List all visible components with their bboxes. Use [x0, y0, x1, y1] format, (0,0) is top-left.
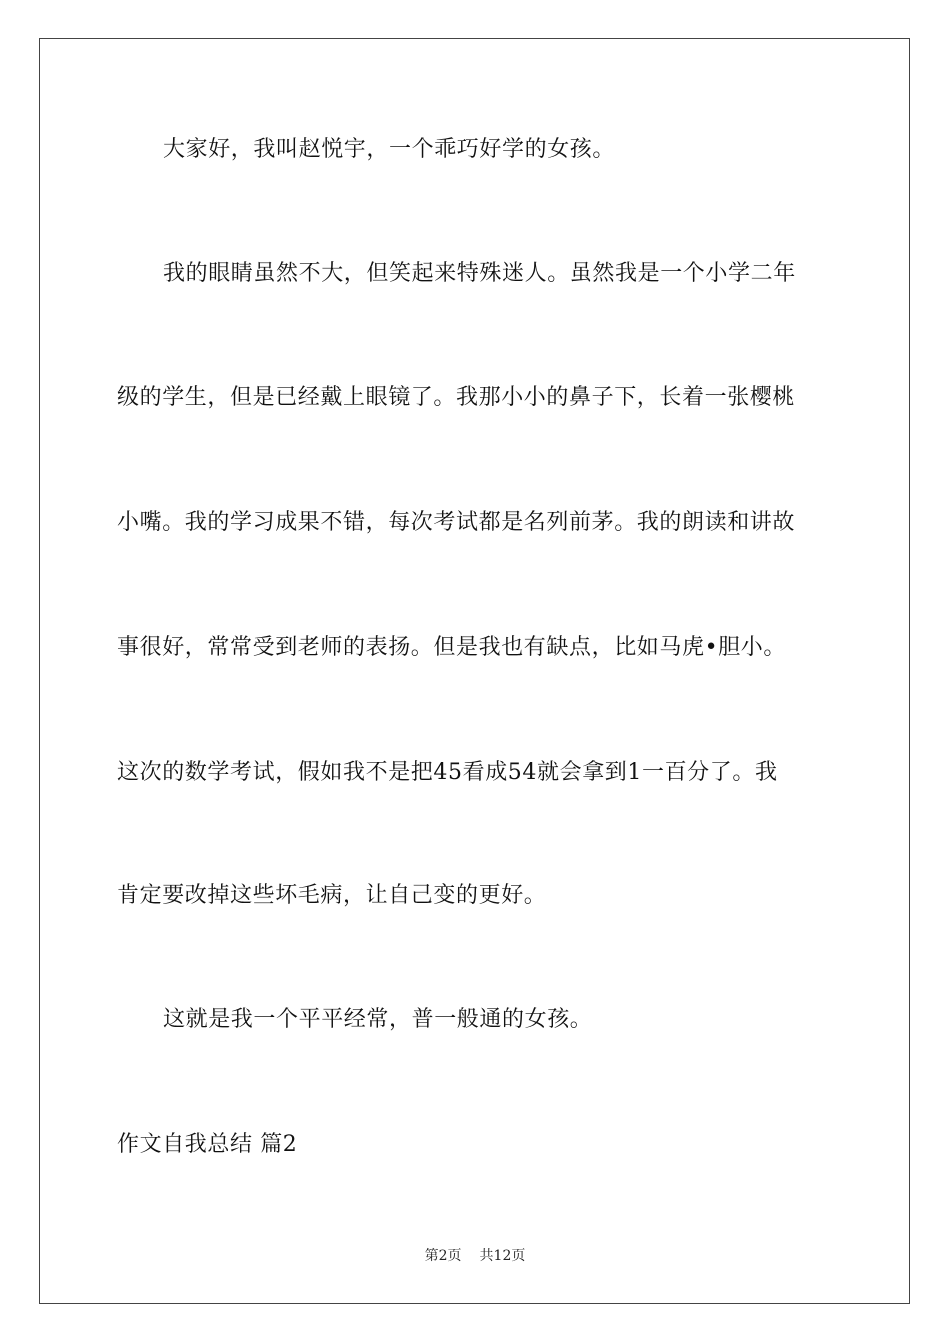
paragraph-line: 级的学生，但是已经戴上眼镜了。我那小小的鼻子下，长着一张樱桃	[117, 385, 796, 410]
paragraph-line: 这次的数学考试，假如我不是把45看成54就会拿到1一百分了。我	[117, 760, 778, 785]
paragraph-line: 事很好，常常受到老师的表扬。但是我也有缺点，比如马虎•胆小。	[117, 635, 786, 660]
page-footer	[0, 1247, 950, 1265]
paragraph-line: 肯定要改掉这些坏毛病，让自己变的更好。	[117, 883, 547, 908]
page-total: 共12页	[479, 1248, 526, 1264]
page-number: 第2页	[424, 1248, 462, 1264]
paragraph-line: 我的眼睛虽然不大，但笑起来特殊迷人。虽然我是一个小学二年	[163, 261, 796, 286]
section-heading: 作文自我总结 篇2	[117, 1132, 298, 1157]
page-frame	[39, 38, 910, 1304]
paragraph-line: 小嘴。我的学习成果不错，每次考试都是名列前茅。我的朗读和讲故	[117, 510, 796, 535]
paragraph-line: 大家好，我叫赵悦宇，一个乖巧好学的女孩。	[163, 137, 616, 162]
paragraph-line: 这就是我一个平平经常，普一般通的女孩。	[163, 1007, 593, 1032]
